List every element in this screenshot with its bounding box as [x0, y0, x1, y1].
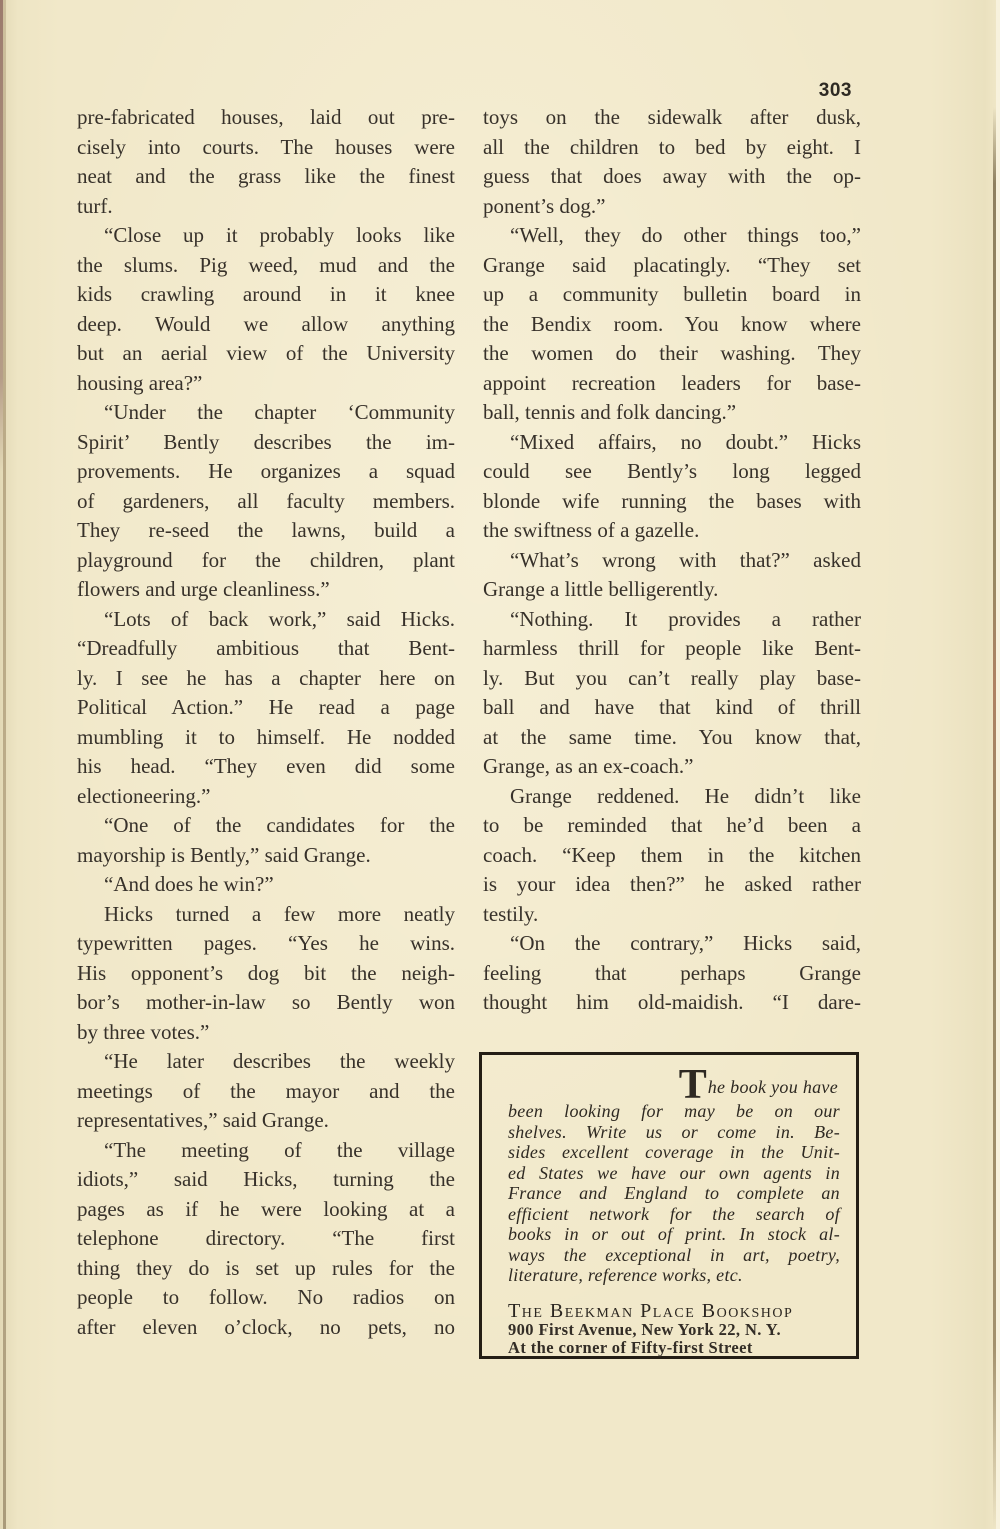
text-line: Grange said placatingly. “They set	[483, 252, 861, 277]
text-line: mumbling it to himself. He nodded	[77, 724, 455, 749]
text-line: thought him old-maidish. “I dare-	[483, 990, 861, 1014]
text-line: efficient network for the search of	[508, 1203, 840, 1224]
text-line: “Under the chapter ‘Community	[104, 400, 455, 424]
text-line: provements. He organizes a squad	[77, 459, 455, 483]
text-line: ways the exceptional in art, poetry,	[508, 1244, 840, 1265]
paragraph	[77, 900, 455, 1048]
text-line: appoint recreation leaders for base-	[483, 370, 861, 395]
text-line: bor’s mother-in-law so Bently won	[77, 990, 455, 1014]
text-line: His opponent’s dog bit the neigh-	[77, 960, 455, 985]
text-line: “Mixed affairs, no doubt.” Hicks	[510, 429, 861, 454]
text-line: “On the contrary,” Hicks said,	[510, 931, 861, 955]
text-line: the swiftness of a gazelle.	[483, 518, 700, 542]
paragraph	[483, 221, 861, 428]
text-line: turf.	[77, 193, 113, 218]
paragraph	[77, 811, 455, 870]
text-line: “And does he win?”	[104, 872, 274, 896]
paragraph	[483, 546, 861, 605]
text-line: toys on the sidewalk after dusk,	[483, 105, 861, 129]
paragraph	[77, 221, 455, 398]
paragraph	[77, 605, 455, 812]
text-line: idiots,” said Hicks, turning the	[77, 1167, 455, 1191]
text-line: to be reminded that he’d been a	[483, 813, 861, 837]
text-line: pages as if he were looking at a	[77, 1196, 455, 1221]
shop-address-line1: 900 First Avenue, New York 22, N. Y.	[508, 1319, 782, 1339]
text-line: kids crawling around in it knee	[77, 282, 455, 306]
text-line: flowers and urge cleanliness.”	[77, 577, 330, 601]
text-line: sides excellent coverage in the Unit-	[508, 1142, 840, 1162]
text-line: but an aerial view of the University	[77, 341, 455, 365]
text-line: representatives,” said Grange.	[77, 1108, 329, 1132]
text-line: ponent’s dog.”	[483, 193, 606, 218]
paragraph	[77, 103, 455, 221]
text-line: playground for the children, plant	[77, 547, 455, 572]
text-line: “One of the candidates for the	[104, 813, 455, 837]
text-line: by three votes.”	[77, 1019, 210, 1044]
text-line: telephone directory. “The first	[77, 1226, 455, 1250]
text-line: up a community bulletin board in	[483, 282, 861, 306]
bookshop-ad-box	[479, 1052, 859, 1359]
text-line: ly. I see he has a chapter here on	[77, 665, 455, 690]
text-line: mayorship is Bently,” said Grange.	[77, 842, 371, 867]
text-line: Grange reddened. He didn’t like	[510, 783, 861, 808]
ad-body-text	[508, 1101, 840, 1286]
page-number: 303	[818, 80, 852, 101]
text-column-left	[77, 103, 455, 1342]
text-line: cisely into courts. The houses were	[77, 134, 455, 159]
text-line: is your idea then?” he asked rather	[483, 872, 861, 896]
text-line: of gardeners, all faculty members.	[77, 488, 455, 513]
text-line: “Nothing. It provides a rather	[510, 606, 861, 631]
text-line: been looking for may be on our	[508, 1101, 840, 1121]
page-edge-white-right	[996, 0, 1000, 1529]
text-line: meetings of the mayor and the	[77, 1078, 455, 1103]
paragraph	[483, 782, 861, 930]
text-line: Political Action.” He read a page	[77, 695, 455, 719]
text-line: all the children to bed by eight. I	[483, 134, 861, 159]
text-line: could see Bently’s long legged	[483, 459, 861, 483]
shop-address-line2: At the corner of Fifty-first Street	[508, 1338, 753, 1357]
shop-name: The Beekman Place Bookshop	[508, 1299, 794, 1322]
text-line: coach. “Keep them in the kitchen	[483, 842, 861, 867]
text-line: the women do their washing. They	[483, 341, 861, 365]
text-line: electioneering.”	[77, 783, 211, 808]
text-line: France and England to complete an	[508, 1183, 840, 1203]
text-line: ed States we have our own agents in	[508, 1162, 840, 1183]
paragraph	[77, 1136, 455, 1343]
paragraph	[483, 929, 861, 1018]
text-line: Grange, as an ex-coach.”	[483, 754, 694, 778]
text-line: shelves. Write us or come in. Be-	[508, 1121, 840, 1142]
paragraph	[77, 398, 455, 605]
text-line: housing area?”	[77, 370, 203, 395]
ad-first-line-text: he book you have	[707, 1077, 838, 1097]
text-column-right	[483, 103, 861, 1018]
text-line: “Close up it probably looks like	[104, 223, 455, 247]
text-line: neat and the grass like the finest	[77, 164, 455, 188]
text-line: books in or out of print. In stock al-	[508, 1224, 840, 1244]
text-line: pre-fabricated houses, laid out pre-	[77, 105, 455, 129]
ad-drop-cap: T	[678, 1062, 708, 1108]
text-line: “What’s wrong with that?” asked	[510, 547, 861, 572]
text-line: ball and have that kind of thrill	[483, 695, 861, 719]
text-line: Spirit’ Bently describes the im-	[77, 429, 455, 454]
text-line: They re-seed the lawns, build a	[77, 518, 455, 542]
text-line: blonde wife running the bases with	[483, 488, 861, 513]
paragraph	[483, 103, 861, 221]
text-line: “Dreadfully ambitious that Bent-	[77, 636, 455, 660]
text-line: typewritten pages. “Yes he wins.	[77, 931, 455, 955]
text-line: the slums. Pig weed, mud and the	[77, 252, 455, 277]
text-line: ly. But you can’t really play base-	[483, 665, 861, 690]
text-line: guess that does away with the op-	[483, 164, 861, 188]
paragraph	[77, 870, 455, 900]
text-line: testily.	[483, 901, 539, 926]
paragraph	[483, 605, 861, 782]
text-line: “The meeting of the village	[104, 1137, 455, 1162]
text-line: harmless thrill for people like Bent-	[483, 636, 861, 660]
text-line: “He later describes the weekly	[104, 1049, 455, 1073]
text-line: people to follow. No radios on	[77, 1285, 455, 1309]
text-line: his head. “They even did some	[77, 754, 455, 778]
text-line: the Bendix room. You know where	[483, 311, 861, 336]
text-line: “Well, they do other things too,”	[510, 223, 861, 247]
text-line: after eleven o’clock, no pets, no	[77, 1314, 455, 1339]
ad-first-line	[508, 1062, 840, 1108]
text-line: ball, tennis and folk dancing.”	[483, 400, 737, 424]
text-line: at the same time. You know that,	[483, 724, 861, 749]
text-line: Grange a little belligerently.	[483, 577, 719, 601]
text-line: Hicks turned a few more neatly	[104, 901, 455, 926]
paragraph	[483, 428, 861, 546]
text-line: literature, reference works, etc.	[508, 1265, 743, 1285]
page-edge-line-left	[3, 0, 6, 1529]
text-line: deep. Would we allow anything	[77, 311, 455, 336]
text-line: thing they do is set up rules for the	[77, 1255, 455, 1280]
text-line: feeling that perhaps Grange	[483, 960, 861, 985]
paragraph	[77, 1047, 455, 1136]
text-line: “Lots of back work,” said Hicks.	[104, 606, 455, 631]
